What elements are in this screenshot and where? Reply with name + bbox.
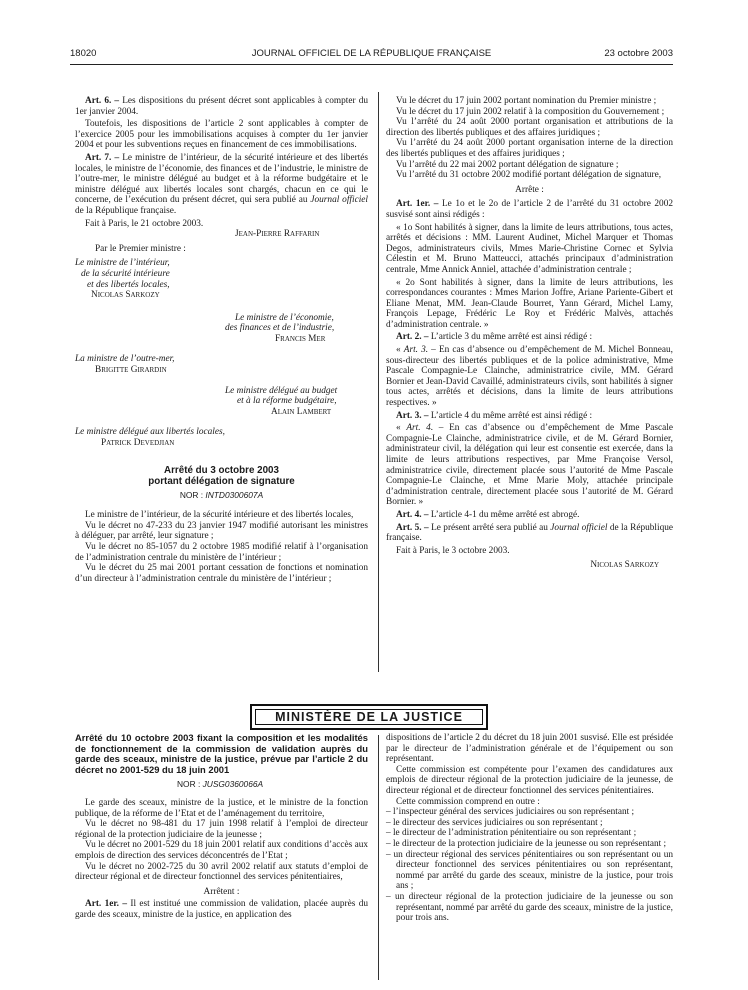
commission-competence: Cette commission est compétente pour l’examen des candidatures aux emplois de directeur régional de la protection judiciaire de la jeunesse, de directeur régional et de directeur fonctionnel des services pénitentiaires.: [386, 764, 673, 796]
justice-visa-3: Vu le décret no 2002-725 du 30 avril 2002 relatif aux statuts d’emploi de directeur régional et de directeur fonctionnel des services pénitentiaires,: [75, 861, 368, 883]
signature-minister-interior: Nicolas Sarkozy: [590, 560, 659, 571]
signature-overseas: Brigitte Girardin: [95, 365, 167, 376]
article-4: Art. 4. – L’article 4-1 du même arrêté est abrogé.: [396, 509, 580, 520]
minister-interior-line3: et des libertés locales,: [87, 279, 170, 290]
minister-budget-line2: et à la réforme budgétaire,: [237, 396, 337, 407]
signature-local-liberties: Patrick Devedjian: [101, 438, 175, 449]
visa-6: Vu l’arrêté du 31 octobre 2002 modifié portant délégation de signature,: [396, 170, 662, 181]
minister-economy-line2: des finances et de l’industrie,: [225, 323, 335, 334]
visa-paragraph-3: Vu le décret no 85-1057 du 2 octobre 1985 modifié relatif à l’organisation de l’administration centrale du ministère de l’intérieur ;: [75, 542, 368, 563]
arrete-heading: Arrête :: [515, 184, 544, 195]
minister-economy-line1: Le ministre de l’économie,: [235, 312, 334, 323]
article-3: Art. 3. – L’article 4 du même arrêté est ainsi rédigé :: [396, 410, 593, 421]
justice-preamble: Le garde des sceaux, ministre de la justice, et le ministre de la fonction publique, de la réforme de l’Etat et de l’aménagement du territoire,: [75, 797, 368, 819]
visa-paragraph-2: Vu le décret no 47-233 du 23 janvier 1947 modifié autorisant les ministres à déléguer, par arrêté, leur signature ;: [75, 520, 368, 542]
list-item: – l’inspecteur général des services judiciaires ou son représentant ;: [386, 807, 635, 818]
ministry-title: MINISTÈRE DE LA JUSTICE: [255, 709, 483, 725]
arrete-title-line1: Arrêté du 3 octobre 2003: [164, 464, 279, 476]
minister-local-liberties: Le ministre délégué aux libertés locales,: [75, 427, 225, 438]
list-item: – le directeur de la protection judiciaire de la jeunesse ou son représentant ;: [386, 838, 667, 849]
left-column-bottom: [75, 733, 368, 921]
list-item: – le directeur des services judiciaires ou son représentant ;: [386, 817, 603, 828]
journal-title: JOURNAL OFFICIEL DE LA RÉPUBLIQUE FRANÇAISE: [251, 48, 492, 59]
header-rule: [70, 64, 673, 65]
list-item: – un directeur régional des services pénitentiaires ou son représentant ou un directeur fonctionnel des services pénitentiaires ou son représentant, nommé par arrêté du garde des sceaux, ministre de la justice, pour trois ans ;: [386, 849, 673, 892]
par-le-premier-ministre: Par le Premier ministre :: [95, 243, 186, 254]
list-item: – le directeur de l’administration pénitentiaire ou son représentant ;: [386, 828, 637, 839]
signature-economy: Francis Mer: [275, 333, 326, 344]
visa-4: Vu l’arrêté du 24 août 2000 portant organisation interne de la direction des libertés publiques et des affaires juridiques ;: [386, 138, 673, 159]
visa-5: Vu l’arrêté du 22 mai 2002 portant délégation de signature ;: [396, 159, 619, 170]
left-column-top: [75, 96, 368, 584]
nor-reference-justice: NOR : JUSG0360066A: [177, 779, 264, 790]
right-column-top: [386, 96, 673, 571]
article-5: Art. 5. – Le présent arrêté sera publié au Journal officiel de la République française.: [386, 522, 673, 544]
nor-reference: NOR : INTD0300607A: [179, 489, 264, 500]
signature-budget: Alain Lambert: [271, 406, 332, 417]
visa-2: Vu le décret du 17 juin 2002 relatif à la composition du Gouvernement ;: [396, 106, 665, 117]
list-item: – un directeur régional de la protection judiciaire de la jeunesse ou son représentant, nommé par arrêté du garde des sceaux, ministre de la justice, pour trois ans.: [386, 891, 673, 924]
justice-visa-2: Vu le décret no 2001-529 du 18 juin 2001 relatif aux conditions d’accès aux emplois de direction des services déconcentrés de l’Etat ;: [75, 840, 368, 861]
column-divider: [378, 92, 379, 672]
article-1-quote-1: « 1o Sont habilités à signer, dans la limite de leurs attributions, tous actes, arrêtés et décisions : MM. Laurent Audinet, Michel Marquer et Thomas Degos, administrateurs civils, Mmes Marie-Christine Cornec et Sylvia Célestin et M. Bruno Matteucci, attachés principaux d’administration centrale, Mme Annick Anniel, attachée d’administration centrale ;: [386, 222, 673, 275]
article-1: Art. 1er. – Le 1o et le 2o de l’article 2 de l’arrêté du 31 octobre 2002 susvisé sont ainsi rédigés :: [386, 199, 674, 220]
article-6-paragraph: Toutefois, les dispositions de l’article 2 sont applicables à compter de l’exercice 2005 pour les immobilisations acquises à compter du 1er janvier 2004 et pour les subventions reçues en financement de ces immobilisations.: [75, 119, 368, 151]
visa-1: Vu le décret du 17 juin 2002 portant nomination du Premier ministre ;: [396, 96, 657, 106]
ministry-banner: [250, 704, 488, 730]
justice-article-1: Art. 1er. – Il est institué une commission de validation, placée auprès du garde des sceaux, ministre de la justice, en application des: [75, 899, 368, 920]
article-1-quote-2: « 2o Sont habilités à signer, dans la limite de leurs attributions, les correspondances courantes : Mmes Marion Joffre, Ariane Pariente-Gibert et Eliane Menat, MM. Jean-Claude Bourret, Yann Gérard, Michel Lamy, François Lepage, Frédéric Le Roy et Frédéric Malvès, attachés d’administration centrale. »: [386, 277, 673, 330]
minister-budget-line1: Le ministre délégué au budget: [225, 385, 338, 396]
visa-3: Vu l’arrêté du 24 août 2000 portant organisation et attributions de la direction des libertés publiques et des affaires juridiques ;: [386, 117, 673, 138]
article-6: Art. 6. – Les dispositions du présent décret sont applicables à compter du 1er janvier 2004.: [75, 96, 368, 117]
signature-prime-minister: Jean-Pierre Raffarin: [235, 229, 320, 240]
page-header: [70, 48, 673, 62]
visa-paragraph-4: Vu le décret du 25 mai 2001 portant cessation de fonctions et nomination d’un directeur à l’administration centrale du ministère de l’intérieur ;: [75, 563, 368, 584]
fait-a-paris: Fait à Paris, le 21 octobre 2003.: [85, 218, 204, 229]
article-2: Art. 2. – L’article 3 du même arrêté est ainsi rédigé :: [396, 332, 593, 343]
justice-article-1-continued: dispositions de l’article 2 du décret du 18 juin 2001 susvisé. Elle est présidée par le directeur de l’administration générale et de l’équipement ou son représentant.: [386, 733, 673, 765]
minister-interior-line1: Le ministre de l’intérieur,: [75, 258, 170, 269]
page-number: 18020: [70, 48, 97, 59]
justice-visa-1: Vu le décret no 98-481 du 17 juin 1998 relatif à l’emploi de directeur régional de la protection judiciaire de la jeunesse ;: [75, 819, 368, 840]
arrete-title-line2: portant délégation de signature: [148, 475, 295, 487]
fait-a-paris-2: Fait à Paris, le 3 octobre 2003.: [396, 545, 510, 556]
issue-date: 23 octobre 2003: [604, 48, 673, 59]
commission-composition: Cette commission comprend en outre :: [396, 796, 540, 807]
arretent-heading: Arrêtent :: [203, 886, 240, 897]
article-7: Art. 7. – Le ministre de l’intérieur, de la sécurité intérieure et des libertés locales, le ministre de l’économie, des finances et de l’industrie, le ministre de l’outre-mer, le ministre délégué au budget et à la réforme budgétaire et le ministre délégué aux libertés locales sont chargés, chacun en ce qui le concerne, de l’exécution du présent décret, qui sera publié au Journal officiel de la République française.: [75, 152, 368, 216]
minister-interior-line2: de la sécurité intérieure: [81, 268, 170, 279]
right-column-bottom: [386, 733, 673, 924]
article-2-quote: « Art. 3. – En cas d’absence ou d’empêchement de M. Michel Bonneau, sous-directeur des libertés publiques et de la police administrative, Mme Pascale Compagnie-Le Clainche, administratrice civile, MM. Gérard Bornier et Jean-David Cavaillé, administrateurs civils, sont habilités à signer tous actes, arrêtés et décisions, dans la limite de leurs attributions respectives. »: [386, 345, 673, 409]
column-divider-bottom: [378, 735, 379, 980]
signature-interior: Nicolas Sarkozy: [91, 290, 160, 301]
article-3-quote: « Art. 4. – En cas d’absence ou d’empêchement de Mme Pascale Compagnie-Le Clainche, administratrice civile, et de M. Gérard Bornier, administrateur civil, la délégation qui leur est consentie est exercée, dans la limite de leurs attributions respectives, par Mme Françoise Versol, administratrice civile, directement placée sous l’autorité de Mme Pascale Compagnie-Le Clainche, et Mme Marie Moly, attachée principale d’administration centrale, directement placée sous l’autorité de M. Gérard Bornier. »: [386, 423, 673, 508]
minister-overseas: La ministre de l’outre-mer,: [75, 354, 175, 365]
justice-arrete-title: Arrêté du 10 octobre 2003 fixant la composition et les modalités de fonctionnement de la commission de validation auprès du garde des sceaux, ministre de la justice, prévue par l’article 2 du décret no 2001-529 du 18 juin 2001: [75, 732, 368, 775]
visa-paragraph-1: Le ministre de l’intérieur, de la sécurité intérieure et des libertés locales,: [85, 510, 354, 521]
